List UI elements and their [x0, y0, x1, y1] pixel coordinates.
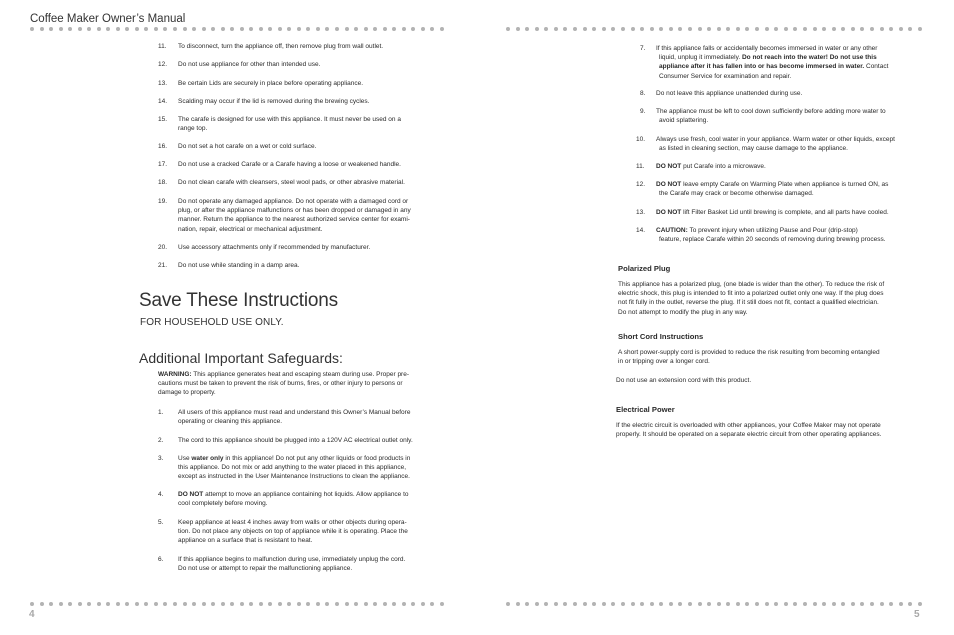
divider-dot	[525, 602, 529, 606]
divider-dot	[335, 602, 339, 606]
warning-paragraph: WARNING: This appliance generates heat and escaping steam during use. Proper pre- cautions must be taken to prevent the risk of burns, fires, or other injury to persons or damage to property.	[158, 371, 409, 397]
divider-dot	[335, 27, 339, 31]
divider-dot	[325, 27, 329, 31]
divider-dot	[535, 602, 539, 606]
divider-dot	[106, 602, 110, 606]
divider-dot	[803, 27, 807, 31]
divider-dot	[544, 602, 548, 606]
divider-dot	[707, 27, 711, 31]
divider-dot	[525, 27, 529, 31]
divider-dot	[726, 602, 730, 606]
divider-dot	[516, 602, 520, 606]
divider-dot	[154, 27, 158, 31]
divider-dot	[430, 602, 434, 606]
divider-dot	[116, 27, 120, 31]
divider-dot	[631, 27, 635, 31]
divider-dot	[49, 27, 53, 31]
divider-dot	[221, 602, 225, 606]
divider-dot	[880, 27, 884, 31]
divider-dot	[918, 27, 922, 31]
divider-dot	[832, 602, 836, 606]
save-instructions-title: Save These Instructions	[139, 290, 338, 311]
divider-dot	[765, 602, 769, 606]
divider-dot	[851, 27, 855, 31]
divider-dot	[97, 602, 101, 606]
divider-dot	[506, 27, 510, 31]
divider-dot	[698, 602, 702, 606]
divider-dot	[259, 27, 263, 31]
divider-dot	[813, 602, 817, 606]
divider-dot	[650, 602, 654, 606]
divider-dot	[745, 602, 749, 606]
divider-dot	[268, 602, 272, 606]
divider-dot	[392, 602, 396, 606]
divider-dot	[774, 27, 778, 31]
divider-dot	[602, 602, 606, 606]
divider-dot	[822, 27, 826, 31]
divider-dot	[602, 27, 606, 31]
divider-dot	[316, 27, 320, 31]
divider-dot	[411, 27, 415, 31]
divider-dot	[192, 602, 196, 606]
divider-dot	[659, 602, 663, 606]
divider-dot	[784, 602, 788, 606]
divider-dot	[211, 27, 215, 31]
divider-dot	[908, 27, 912, 31]
divider-dot	[287, 602, 291, 606]
page-number-right: 5	[914, 609, 920, 620]
divider-dot	[297, 602, 301, 606]
divider-dot	[631, 602, 635, 606]
divider-dot	[573, 602, 577, 606]
divider-dot	[899, 602, 903, 606]
bottom-dots-left	[30, 601, 444, 607]
divider-dot	[173, 602, 177, 606]
divider-dot	[183, 27, 187, 31]
divider-dot	[717, 602, 721, 606]
divider-dot	[535, 27, 539, 31]
polarized-plug-heading: Polarized Plug	[618, 264, 671, 273]
top-dots-left	[30, 26, 444, 32]
divider-dot	[889, 27, 893, 31]
divider-dot	[650, 27, 654, 31]
divider-dot	[880, 602, 884, 606]
divider-dot	[30, 602, 34, 606]
divider-dot	[325, 602, 329, 606]
divider-dot	[68, 602, 72, 606]
divider-dot	[144, 602, 148, 606]
electrical-power-heading: Electrical Power	[616, 405, 675, 414]
divider-dot	[249, 27, 253, 31]
divider-dot	[402, 27, 406, 31]
divider-dot	[249, 602, 253, 606]
divider-dot	[383, 27, 387, 31]
divider-dot	[583, 602, 587, 606]
divider-dot	[678, 602, 682, 606]
divider-dot	[259, 602, 263, 606]
divider-dot	[125, 27, 129, 31]
divider-dot	[755, 602, 759, 606]
divider-dot	[726, 27, 730, 31]
divider-dot	[202, 602, 206, 606]
divider-dot	[908, 602, 912, 606]
divider-dot	[899, 27, 903, 31]
divider-dot	[688, 27, 692, 31]
divider-dot	[860, 602, 864, 606]
divider-dot	[707, 602, 711, 606]
divider-dot	[116, 602, 120, 606]
divider-dot	[669, 27, 673, 31]
divider-dot	[784, 27, 788, 31]
divider-dot	[755, 27, 759, 31]
divider-dot	[59, 27, 63, 31]
divider-dot	[832, 27, 836, 31]
divider-dot	[163, 27, 167, 31]
divider-dot	[698, 27, 702, 31]
divider-dot	[144, 27, 148, 31]
divider-dot	[364, 27, 368, 31]
divider-dot	[230, 602, 234, 606]
divider-dot	[392, 27, 396, 31]
divider-dot	[583, 27, 587, 31]
divider-dot	[78, 27, 82, 31]
divider-dot	[183, 602, 187, 606]
divider-dot	[870, 27, 874, 31]
divider-dot	[173, 27, 177, 31]
divider-dot	[192, 27, 196, 31]
divider-dot	[306, 27, 310, 31]
divider-dot	[154, 602, 158, 606]
divider-dot	[563, 27, 567, 31]
divider-dot	[440, 27, 444, 31]
divider-dot	[813, 27, 817, 31]
divider-dot	[297, 27, 301, 31]
divider-dot	[40, 602, 44, 606]
divider-dot	[573, 27, 577, 31]
divider-dot	[240, 602, 244, 606]
top-dots-right	[506, 26, 922, 32]
divider-dot	[688, 602, 692, 606]
divider-dot	[640, 602, 644, 606]
divider-dot	[287, 27, 291, 31]
divider-dot	[592, 602, 596, 606]
household-use-subtitle: FOR HOUSEHOLD USE ONLY.	[140, 317, 284, 328]
divider-dot	[49, 602, 53, 606]
divider-dot	[793, 602, 797, 606]
divider-dot	[793, 27, 797, 31]
divider-dot	[373, 27, 377, 31]
divider-dot	[841, 602, 845, 606]
divider-dot	[78, 602, 82, 606]
divider-dot	[87, 27, 91, 31]
divider-dot	[621, 602, 625, 606]
short-cord-paragraph: A short power-supply cord is provided to reduce the risk resulting from becoming entangled in or tripping over a longer cord.	[618, 349, 880, 366]
divider-dot	[678, 27, 682, 31]
polarized-plug-paragraph: This appliance has a polarized plug, (one blade is wider than the other). To reduce the risk of electric shock, this plug is intended to fit into a polarized outlet only one way. If the plug does not fit fully in the outlet, reverse the plug. If it still does not fit, contact a qualified electrician. Do not attempt to modify the plug in any way.	[618, 281, 885, 316]
divider-dot	[125, 602, 129, 606]
divider-dot	[822, 602, 826, 606]
divider-dot	[364, 602, 368, 606]
divider-dot	[354, 27, 358, 31]
divider-dot	[745, 27, 749, 31]
divider-dot	[803, 602, 807, 606]
divider-dot	[345, 27, 349, 31]
divider-dot	[516, 27, 520, 31]
divider-dot	[659, 27, 663, 31]
divider-dot	[97, 27, 101, 31]
divider-dot	[268, 27, 272, 31]
divider-dot	[106, 27, 110, 31]
divider-dot	[135, 27, 139, 31]
divider-dot	[736, 602, 740, 606]
divider-dot	[316, 602, 320, 606]
divider-dot	[860, 27, 864, 31]
divider-dot	[611, 27, 615, 31]
short-cord-heading: Short Cord Instructions	[618, 332, 704, 341]
bottom-dots-right	[506, 601, 922, 607]
divider-dot	[240, 27, 244, 31]
divider-dot	[411, 602, 415, 606]
divider-dot	[621, 27, 625, 31]
divider-dot	[918, 602, 922, 606]
divider-dot	[563, 602, 567, 606]
divider-dot	[765, 27, 769, 31]
divider-dot	[135, 602, 139, 606]
divider-dot	[430, 27, 434, 31]
page-number-left: 4	[29, 609, 35, 620]
manual-title: Coffee Maker Owner’s Manual	[30, 13, 186, 25]
divider-dot	[440, 602, 444, 606]
divider-dot	[278, 602, 282, 606]
divider-dot	[774, 602, 778, 606]
divider-dot	[421, 602, 425, 606]
divider-dot	[354, 602, 358, 606]
divider-dot	[306, 602, 310, 606]
divider-dot	[554, 602, 558, 606]
divider-dot	[640, 27, 644, 31]
divider-dot	[202, 27, 206, 31]
divider-dot	[736, 27, 740, 31]
divider-dot	[345, 602, 349, 606]
electrical-power-paragraph: If the electric circuit is overloaded with other appliances, your Coffee Maker may not operate properly. It should be operated on a separate electric circuit from other operating appliances.	[616, 422, 882, 439]
divider-dot	[59, 602, 63, 606]
divider-dot	[554, 27, 558, 31]
divider-dot	[592, 27, 596, 31]
divider-dot	[40, 27, 44, 31]
divider-dot	[611, 602, 615, 606]
divider-dot	[278, 27, 282, 31]
divider-dot	[717, 27, 721, 31]
divider-dot	[669, 602, 673, 606]
divider-dot	[506, 602, 510, 606]
divider-dot	[889, 602, 893, 606]
divider-dot	[211, 602, 215, 606]
divider-dot	[373, 602, 377, 606]
divider-dot	[163, 602, 167, 606]
divider-dot	[402, 602, 406, 606]
divider-dot	[841, 27, 845, 31]
divider-dot	[230, 27, 234, 31]
additional-safeguards-title: Additional Important Safeguards:	[139, 350, 343, 366]
divider-dot	[68, 27, 72, 31]
divider-dot	[870, 602, 874, 606]
divider-dot	[221, 27, 225, 31]
divider-dot	[383, 602, 387, 606]
extension-cord-note: Do not use an extension cord with this product.	[616, 377, 752, 384]
divider-dot	[87, 602, 91, 606]
divider-dot	[421, 27, 425, 31]
divider-dot	[30, 27, 34, 31]
divider-dot	[851, 602, 855, 606]
divider-dot	[544, 27, 548, 31]
